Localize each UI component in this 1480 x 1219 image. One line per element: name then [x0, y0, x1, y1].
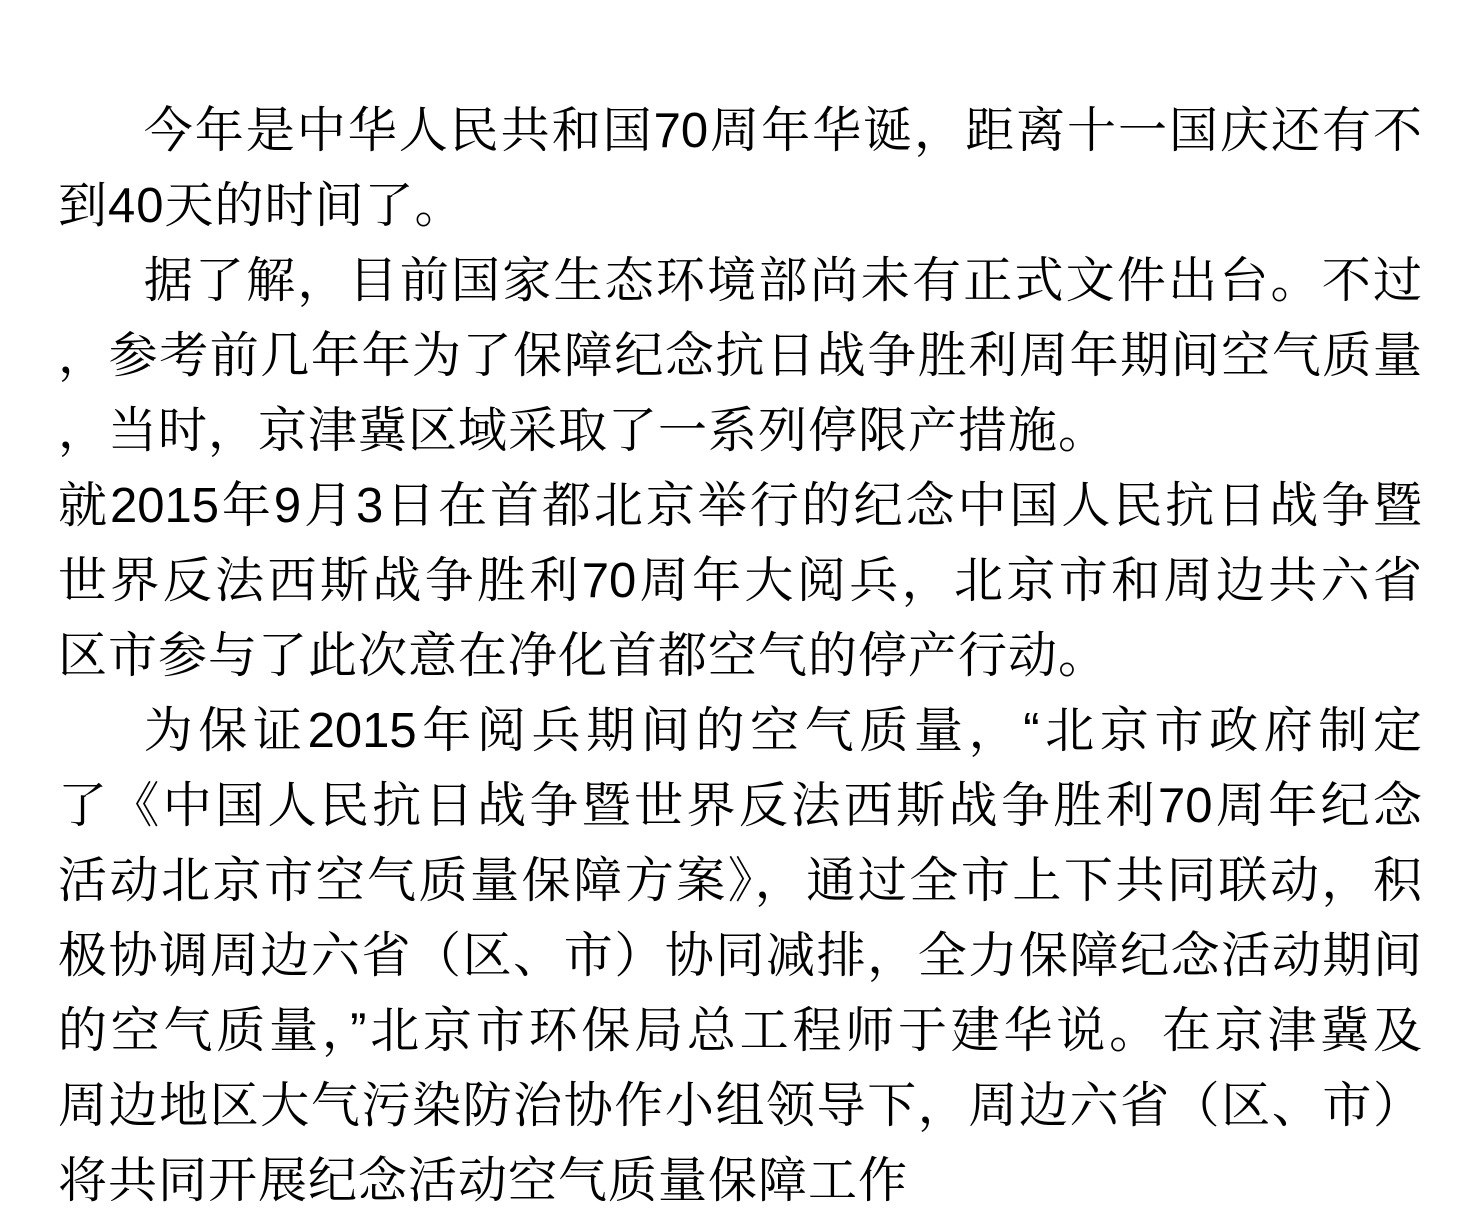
text-line: 就2015年9月3日在首都北京举行的纪念中国人民抗日战争暨 [58, 479, 1422, 533]
text-line: 周边地区大气污染防治协作小组领导下，周边六省（区、市） [58, 1079, 1422, 1133]
text-line: 据了解，目前国家生态环境部尚未有正式文件出台。不过 [143, 254, 1422, 308]
text-line: 将共同开展纪念活动空气质量保障工作 [58, 1154, 909, 1208]
text-line: 的空气质量，”北京市环保局总工程师于建华说。在京津冀及 [58, 1004, 1422, 1058]
text-line: 世界反法西斯战争胜利70周年大阅兵，北京市和周边共六省 [58, 554, 1422, 608]
text-line: 了《中国人民抗日战争暨世界反法西斯战争胜利70周年纪念 [58, 779, 1422, 833]
text-line: 到40天的时间了。 [58, 179, 465, 233]
text-line: 为保证2015年阅兵期间的空气质量，“北京市政府制定 [143, 704, 1422, 758]
text-line: 今年是中华人民共和国70周年华诞，距离十一国庆还有不 [143, 104, 1422, 158]
text-line: ，参考前几年年为了保障纪念抗日战争胜利周年期间空气质量 [58, 329, 1422, 383]
article-text [58, 94, 1422, 1219]
text-line: 区市参与了此次意在净化首都空气的停产行动。 [58, 629, 1109, 683]
text-line: ，当时，京津冀区域采取了一系列停限产措施。 [58, 404, 1109, 458]
text-line: 极协调周边六省（区、市）协同减排，全力保障纪念活动期间 [58, 929, 1422, 983]
text-line: 活动北京市空气质量保障方案》，通过全市上下共同联动，积 [58, 854, 1422, 908]
